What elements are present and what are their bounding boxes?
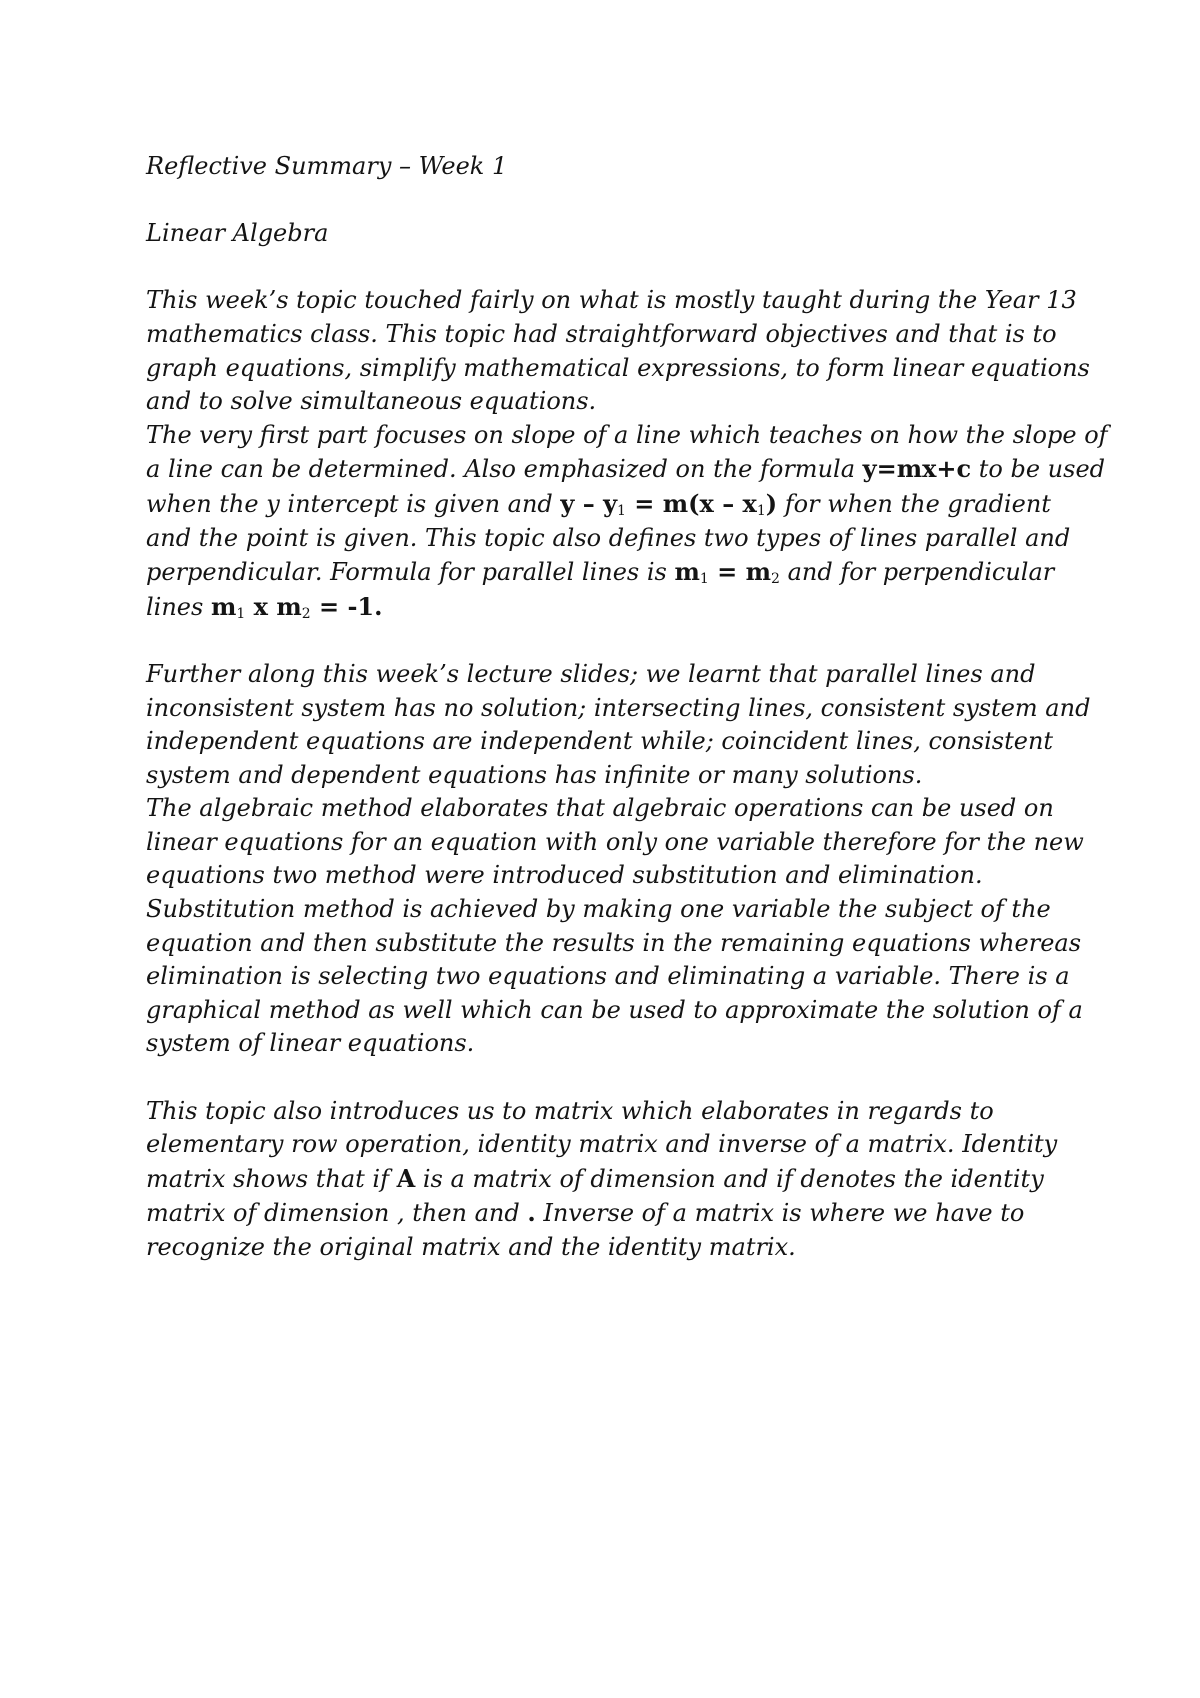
text-line [146, 555, 1076, 590]
text-fragment: and for perpendicular [779, 558, 1055, 587]
formula-subscript: 2 [301, 605, 311, 622]
paragraph-intro [146, 284, 1090, 418]
text-fragment: matrix shows that if [146, 1164, 397, 1193]
text-line [146, 487, 1076, 522]
formula-part: = -1. [310, 591, 383, 621]
formula-part: x m [245, 591, 302, 621]
text-fragment: to be used [971, 455, 1106, 484]
text-line: independent equations are independent while; coincident lines, consistent [146, 727, 1054, 756]
text-fragment: lines [146, 592, 211, 621]
text-line [146, 1196, 1076, 1231]
text-line: graphical method as well which can be used to approximate the solution of a [146, 995, 1083, 1024]
paragraph-systems [146, 658, 1091, 1061]
formula-point-slope [560, 489, 777, 518]
formula-part: = m(x – x [625, 488, 757, 518]
text-fragment: a line can be determined. Also emphasized on the formula [146, 455, 863, 484]
text-line: linear equations for an equation with only one variable therefore for the new [146, 827, 1084, 856]
text-line: system of linear equations. [146, 1029, 475, 1058]
text-line: equations two method were introduced substitution and elimination. [146, 861, 983, 890]
formula-part: ) [765, 488, 778, 518]
formula-subscript: 1 [236, 605, 246, 622]
formula-part: m [674, 557, 700, 587]
text-line: elimination is selecting two equations and eliminating a variable. There is a [146, 962, 1070, 991]
formula-part: = m [708, 557, 772, 587]
formula-slope-intercept: y=mx+c [862, 454, 972, 484]
text-line: Further along this week’s lecture slides; we learnt that parallel lines and [146, 659, 1036, 688]
text-line: and to solve simultaneous equations. [146, 387, 597, 416]
text-line [146, 590, 1076, 625]
paragraph-slope [146, 419, 1108, 625]
spacer [146, 251, 1076, 285]
paragraph-matrix [146, 1095, 1076, 1265]
text-line [146, 452, 1106, 487]
text-line: system and dependent equations has infinite or many solutions. [146, 760, 923, 789]
text-fragment: is a matrix of dimension and if denotes the identity [415, 1164, 1044, 1193]
formula-part: y – y [560, 488, 618, 518]
text-line: The very first part focuses on slope of a line which teaches on how the slope of [146, 420, 1108, 449]
formula-subscript: 1 [617, 502, 626, 519]
document-body [146, 150, 1108, 1265]
text-line: mathematics class. This topic had straightforward objectives and that is to [146, 319, 1057, 348]
formula-matrix-a: A [396, 1163, 416, 1193]
formula-subscript: 1 [756, 502, 766, 519]
spacer [146, 624, 1076, 658]
text-line: This topic also introduces us to matrix which elaborates in regards to [146, 1096, 994, 1125]
text-fragment: perpendicular. Formula for parallel lines is [146, 558, 675, 587]
text-fragment: matrix of dimension , then and [146, 1199, 528, 1228]
spacer [146, 1061, 1076, 1095]
text-fragment: when the y intercept is given and [146, 489, 561, 518]
text-line: graph equations, simplify mathematical expressions, to form linear equations [146, 353, 1090, 382]
text-fragment: for when the gradient [777, 489, 1051, 518]
text-line [146, 1162, 1076, 1197]
formula-dot: . [527, 1198, 536, 1228]
text-line: The algebraic method elaborates that algebraic operations can be used on [146, 794, 1054, 823]
document-subtitle: Linear Algebra [146, 219, 329, 248]
text-line: recognize the original matrix and the identity matrix. [146, 1233, 796, 1261]
text-line: Substitution method is achieved by making one variable the subject of the [146, 895, 1051, 924]
text-line: and the point is given. This topic also defines two types of lines parallel and [146, 523, 1071, 552]
text-line: elementary row operation, identity matrix and inverse of a matrix. Identity [146, 1130, 1058, 1159]
formula-part: m [210, 591, 237, 621]
text-line: This week’s topic touched fairly on what is mostly taught during the Year 13 [146, 286, 1077, 315]
text-fragment: Inverse of a matrix is where we have to [535, 1199, 1025, 1228]
formula-parallel [675, 557, 780, 586]
spacer [146, 184, 1076, 218]
formula-subscript: 2 [771, 571, 780, 588]
formula-subscript: 1 [699, 571, 709, 588]
document-title: Reflective Summary – Week 1 [146, 152, 508, 180]
text-line: inconsistent system has no solution; intersecting lines, consistent system and [146, 693, 1091, 722]
formula-perpendicular [211, 592, 383, 621]
text-line: equation and then substitute the results in the remaining equations whereas [146, 928, 1082, 957]
